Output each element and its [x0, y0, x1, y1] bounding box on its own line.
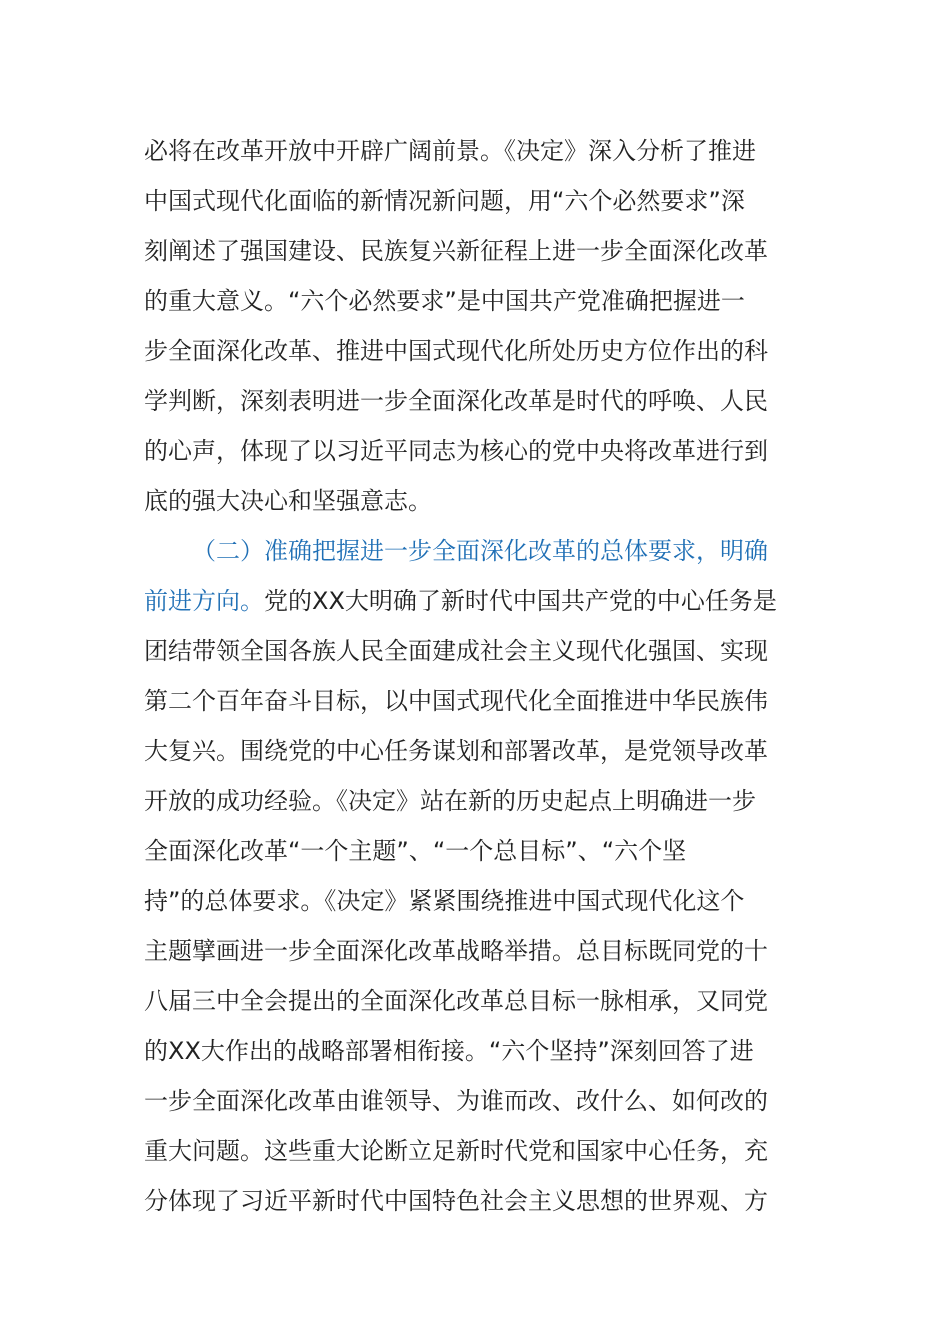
paragraph-line: 主题擘画进一步全面深化改革战略举措。总目标既同党的十 [144, 937, 768, 965]
paragraph-line: 重大问题。这些重大论断立足新时代党和国家中心任务，充 [144, 1137, 768, 1165]
paragraph-text: 党的XX大明确了新时代中国共产党的中心任务是 [264, 587, 777, 615]
paragraph-line: 步全面深化改革、推进中国式现代化所处历史方位作出的科 [144, 337, 768, 365]
paragraph-line: 大复兴。围绕党的中心任务谋划和部署改革，是党领导改革 [144, 737, 768, 765]
paragraph-line: 的重大意义。“六个必然要求”是中国共产党准确把握进一 [144, 287, 745, 315]
paragraph-line: 中国式现代化面临的新情况新问题，用“六个必然要求”深 [144, 187, 745, 215]
paragraph-line: 学判断，深刻表明进一步全面深化改革是时代的呼唤、人民 [144, 387, 768, 415]
paragraph-line [144, 576, 808, 626]
paragraph-line: 团结带领全国各族人民全面建成社会主义现代化强国、实现 [144, 637, 768, 665]
paragraph-2 [144, 526, 808, 1226]
paragraph-line: 分体现了习近平新时代中国特色社会主义思想的世界观、方 [144, 1187, 768, 1215]
paragraph-line: 全面深化改革“一个主题”、“一个总目标”、“六个坚 [144, 837, 687, 865]
paragraph-line: 刻阐述了强国建设、民族复兴新征程上进一步全面深化改革 [144, 237, 768, 265]
paragraph-line: 底的强大决心和坚强意志。 [144, 487, 432, 515]
section-heading-continued: 前进方向。 [144, 587, 264, 615]
paragraph-line: 一步全面深化改革由谁领导、为谁而改、改什么、如何改的 [144, 1087, 768, 1115]
paragraph-line: 的XX大作出的战略部署相衔接。“六个坚持”深刻回答了进 [144, 1037, 754, 1065]
paragraph-line: 必将在改革开放中开辟广阔前景。《决定》深入分析了推进 [144, 137, 756, 165]
paragraph-line: 的心声，体现了以习近平同志为核心的党中央将改革进行到 [144, 437, 768, 465]
paragraph-line: 持”的总体要求。《决定》紧紧围绕推进中国式现代化这个 [144, 887, 745, 915]
paragraph-line: 八届三中全会提出的全面深化改革总目标一脉相承，又同党 [144, 987, 768, 1015]
section-heading: （二）准确把握进一步全面深化改革的总体要求，明确 [192, 537, 768, 565]
paragraph-1 [144, 126, 808, 526]
section-heading-line [144, 526, 808, 576]
paragraph-line: 开放的成功经验。《决定》站在新的历史起点上明确进一步 [144, 787, 756, 815]
paragraph-line: 第二个百年奋斗目标，以中国式现代化全面推进中华民族伟 [144, 687, 768, 715]
